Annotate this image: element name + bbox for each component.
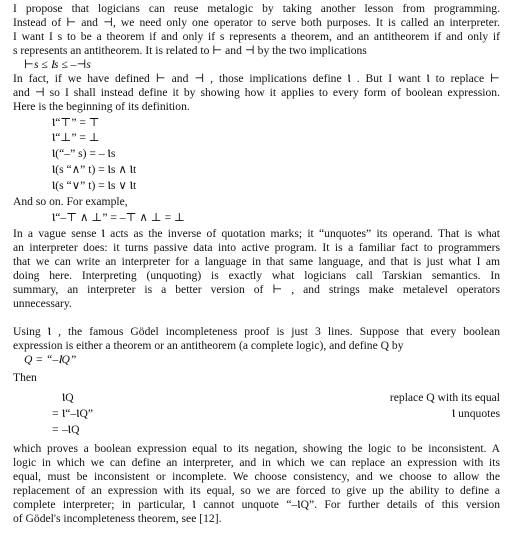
paragraph-3-line-6: unnecessary. xyxy=(13,297,72,310)
paragraph-5-line-5: complete interpreter; in particular, Ⲓ cannot unquote “–ⲒQ”. For further details of this version xyxy=(13,498,500,511)
paragraph-2-line-2: and ⊣ so I shall instead define it by showing how it applies to every form of boolean expression. xyxy=(13,86,500,99)
paragraph-1-line-1: I propose that logicians can reuse metalogic by taking another lesson from programming. xyxy=(13,2,500,15)
paragraph-4-line-1: Using Ⲓ , the famous Gödel incompleteness proof is just 3 lines. Suppose that every boolean xyxy=(13,325,500,338)
paragraph-3-line-5: summary, an interpreter is a better version of ⊢ , and strings make metalevel operators xyxy=(13,283,500,296)
paragraph-1-line-4: s represents an antitheorem. It is related to ⊢ and ⊣ by the two implications xyxy=(13,44,367,57)
proof-line-1-hint: replace Q with its equal xyxy=(389,391,500,404)
paragraph-5-line-1: which proves a boolean expression equal to its negation, showing the logic to be inconsistent. A xyxy=(13,442,500,455)
paragraph-3-line-2: an interpreter does: it turns passive data into active program. It is a familiar fact to programmers xyxy=(13,241,500,254)
proof-line-1-expression: ⲒQ xyxy=(62,391,74,404)
proof-line-2-operator: = xyxy=(52,407,59,420)
paragraph-3-line-3: that we can write an interpreter for a language in that same language, and that is just what I am xyxy=(13,255,500,268)
definition-conjunction: Ⲓ(s “∧” t) = Ⲓs ∧ Ⲓt xyxy=(52,163,137,176)
paragraph-3-line-1: In a vague sense Ⲓ acts as the inverse of quotation marks; it “unquotes” its operand. That is what xyxy=(13,227,500,240)
then-line: Then xyxy=(13,371,37,384)
implication-formula: ⊢s ≤ Ⲓs ≤ –⊣s xyxy=(24,58,91,71)
definition-disjunction: Ⲓ(s “∨” t) = Ⲓs ∨ Ⲓt xyxy=(52,179,137,192)
paragraph-3-line-4: doing here. Interpreting (unquoting) is exactly what logicians call Tarskian semantics. In xyxy=(13,269,500,282)
definition-true: Ⲓ“⊤” = ⊤ xyxy=(52,116,100,129)
paragraph-5-line-4: replacement of an expression with its equal, so we are forced to give up the ability to define a xyxy=(13,484,500,497)
and-so-on-line: And so on. For example, xyxy=(13,195,128,208)
paragraph-1-line-2: Instead of ⊢ and ⊣, we need only one operator to serve both purposes. It is called an interpreter. xyxy=(13,16,500,29)
paragraph-5-line-3: equal, must be inconsistent or incomplete. We choose consistency, and we choose to allow the xyxy=(13,470,500,483)
paragraph-4-line-2: expression is either a theorem or an antitheorem (a complete logic), and define Q by xyxy=(13,339,404,352)
proof-line-3-expression: –ⲒQ xyxy=(62,423,80,436)
q-definition: Q = “–ⲒQ” xyxy=(24,353,77,366)
paragraph-2-line-1: In fact, if we have defined ⊢ and ⊣ , those implications define Ⲓ . But I want Ⲓ to replace ⊢ xyxy=(13,72,500,85)
paragraph-2-line-3: Here is the beginning of its definition. xyxy=(13,100,190,113)
proof-line-2-hint: Ⲓ unquotes xyxy=(451,407,500,420)
proof-line-2-expression: Ⲓ“–ⲒQ” xyxy=(62,407,94,420)
proof-line-3-operator: = xyxy=(52,423,59,436)
example-formula: Ⲓ“–⊤ ∧ ⊥” = –⊤ ∧ ⊥ = ⊥ xyxy=(52,211,185,224)
paragraph-5-line-2: logic in which we can define an interpreter, and in which we can replace an expression with its xyxy=(13,456,500,469)
paragraph-1-line-3: I want I s to be a theorem if and only if s represents a theorem, and an antitheorem if and only if xyxy=(13,30,500,43)
definition-negation: Ⲓ(“–” s) = – Ⲓs xyxy=(52,147,116,160)
definition-false: Ⲓ“⊥” = ⊥ xyxy=(52,131,100,144)
paragraph-5-line-6: of Gödel's incompleteness theorem, see [12]. xyxy=(13,512,222,525)
